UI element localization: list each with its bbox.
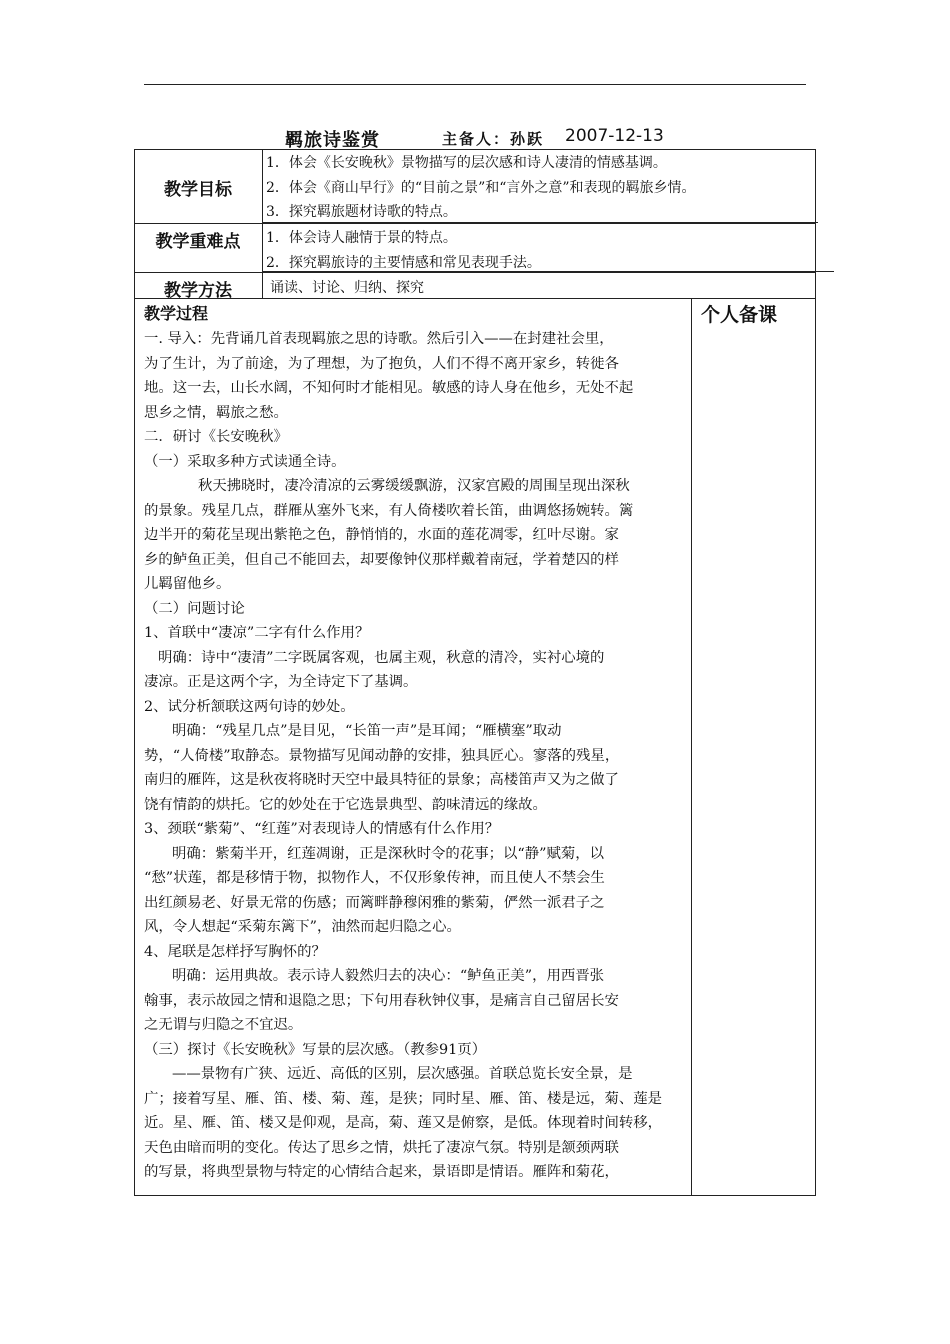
methods-label: 教学方法	[164, 281, 232, 301]
personal-prep-label: 个人备课	[701, 304, 778, 326]
process-line: 势，“人倚楼”取静态。景物描写见闻动静的安排，独具匠心。寥落的残星，	[144, 747, 620, 764]
process-line: 4、尾联是怎样抒写胸怀的？	[144, 943, 326, 960]
process-line: 边半开的菊花呈现出紫艳之色，静悄悄的，水面的莲花凋零，红叶尽谢。家	[144, 527, 619, 543]
header-rule	[144, 84, 806, 85]
process-line: 出红颜易老、好景无常的伤感；而篱畔静穆闲雅的紫菊，俨然一派君子之	[144, 894, 605, 911]
objective-item: 3．探究羁旅题材诗歌的特点。	[266, 204, 457, 220]
process-line: 饶有情韵的烘托。它的妙处在于它选景典型、韵味清远的缘故。	[144, 796, 547, 813]
process-line: 3、颈联“紫菊”、“红莲”对表现诗人的情感有什么作用？	[144, 821, 500, 837]
process-body	[144, 327, 688, 1185]
process-line: 一. 导入：先背诵几首表现羁旅之思的诗歌。然后引入——在封建社会里，	[144, 331, 614, 347]
difficulties-label: 教学重难点	[155, 232, 241, 252]
process-line: 近。星、雁、笛、楼又是仰观，是高，菊、莲又是俯察，是低。体现着时间转移，	[144, 1115, 663, 1131]
process-line: 为了生计，为了前途，为了理想，为了抱负，人们不得不离开家乡，转徙各	[144, 355, 619, 372]
rule-personal-column	[691, 298, 692, 1196]
process-line: 2、试分析颔联这两句诗的妙处。	[144, 698, 355, 715]
process-line: 秋天拂晓时，凄冷清凉的云雾缓缓飘游，汉家宫殿的周围呈现出深秋	[198, 478, 630, 494]
process-line: 儿羁留他乡。	[144, 576, 231, 592]
process-line: 凄凉。正是这两个字，为全诗定下了基调。	[144, 674, 418, 690]
objectives-label: 教学目标	[164, 180, 232, 200]
process-line: （二）问题讨论	[144, 600, 245, 617]
process-line: 南归的雁阵，这是秋夜将晓时天空中最具特征的景象；高楼笛声又为之做了	[144, 772, 619, 788]
process-line: 明确：运用典故。表示诗人毅然归去的决心：“鲈鱼正美”，用西晋张	[172, 968, 605, 984]
methods-value: 诵读、讨论、归纳、探究	[270, 280, 424, 296]
page-title: 羁旅诗鉴赏	[285, 130, 380, 151]
rule-label-column	[262, 149, 263, 298]
process-line: 思乡之情，羁旅之愁。	[144, 404, 288, 421]
objective-item: 2．体会《商山早行》的“目前之景”和“言外之意”和表现的羁旅乡情。	[266, 180, 696, 196]
process-line: 乡的鲈鱼正美，但自己不能回去，却要像钟仪那样戴着南冠，学着楚囚的样	[144, 551, 619, 568]
process-line: 的写景，将典型景物与特定的心情结合起来，景语即是情语。雁阵和菊花，	[144, 1164, 619, 1180]
process-line: （一）采取多种方式读通全诗。	[144, 453, 346, 470]
process-line: 之无谓与归隐之不宜迟。	[144, 1017, 303, 1033]
date: 2007-12-13	[565, 126, 664, 146]
objective-item: 1．体会《长安晚秋》景物描写的层次感和诗人凄清的情感基调。	[266, 155, 667, 171]
process-line: “愁”状莲，都是移情于物，拟物作人，不仅形象传神，而且使人不禁会生	[144, 870, 605, 886]
process-line: 广；接着写星、雁、笛、楼、菊、莲，是狭；同时星、雁、笛、楼是远，菊、莲是	[144, 1090, 663, 1107]
process-line: 的景象。残星几点，群雁从塞外飞来，有人倚楼吹着长笛，曲调悠扬婉转。篱	[144, 502, 634, 519]
process-line: 翰事，表示故园之情和退隐之思；下句用春秋钟仪事，是痛言自己留居长安	[144, 992, 619, 1009]
difficulty-item: 1．体会诗人融情于景的特点。	[266, 230, 457, 246]
process-line: 地。这一去，山长水阔，不知何时才能相见。敏感的诗人身在他乡，无处不起	[144, 380, 634, 396]
process-line: 二．研讨《长安晚秋》	[144, 429, 288, 445]
process-label: 教学过程	[144, 304, 209, 323]
process-line: 天色由暗而明的变化。传达了思乡之情，烘托了凄凉气氛。特别是颔颈两联	[144, 1139, 619, 1156]
process-line: ——景物有广狭、远近、高低的区别，层次感强。首联总览长安全景，是	[172, 1066, 633, 1082]
process-line: 1、首联中“凄凉”二字有什么作用？	[144, 625, 370, 641]
title-row	[0, 126, 950, 150]
rule-objectives-overhang	[262, 222, 818, 223]
process-line: （三）探讨《长安晚秋》写景的层次感。（教参91页）	[144, 1041, 487, 1058]
process-line: 明确：紫菊半开，红莲凋谢，正是深秋时令的花事；以“静”赋菊，以	[172, 845, 605, 862]
difficulty-item: 2．探究羁旅诗的主要情感和常见表现手法。	[266, 255, 541, 271]
rule-objectives-bottom	[134, 223, 816, 224]
process-line: 明确：诗中“凄清”二字既属客观，也属主观，秋意的清冷，实衬心境的	[158, 649, 605, 666]
process-line: 风，令人想起“采菊东篱下”，油然而起归隐之心。	[144, 919, 461, 935]
process-line: 明确：“残星几点”是目见，“长笛一声”是耳闻；“雁横塞”取动	[172, 723, 562, 739]
preparer: 主备人：孙跃	[442, 130, 545, 148]
rule-difficulties-bottom	[134, 272, 816, 273]
